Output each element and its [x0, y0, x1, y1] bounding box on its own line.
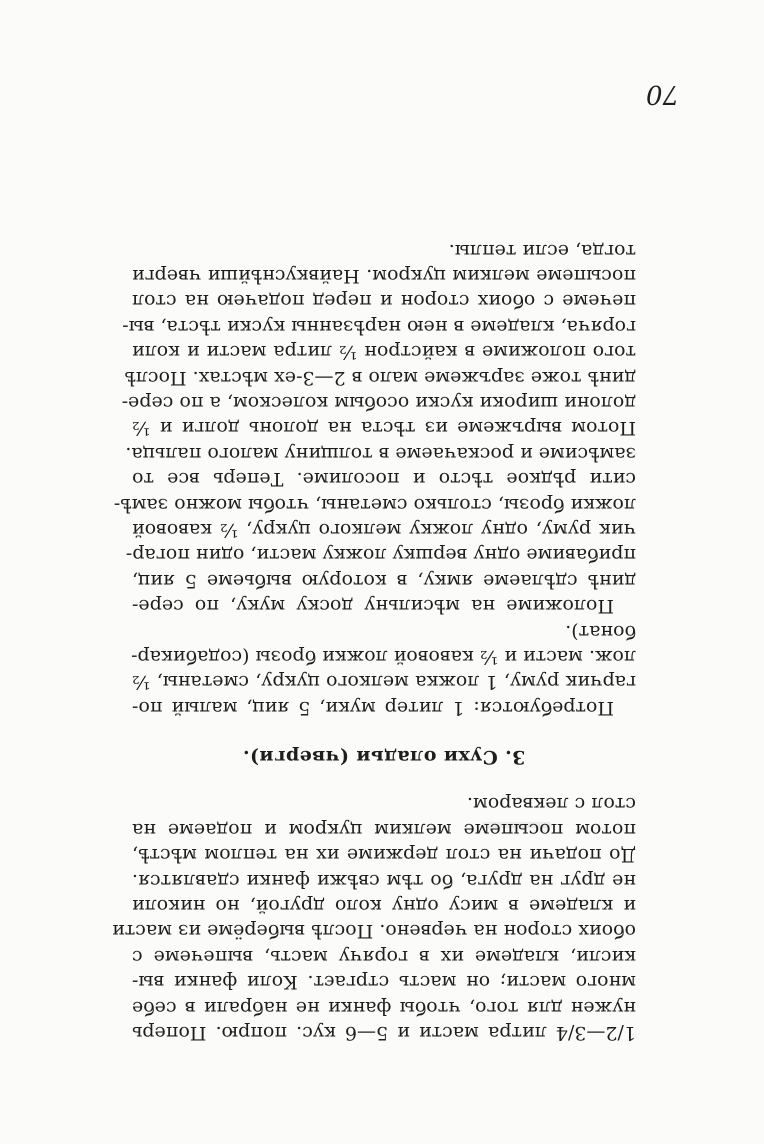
text-line: не друг на друга, бо тѣм свѣжи фанки сдавлятся.	[132, 869, 636, 892]
text-line: гарчик руму, 1 ложка мелкого цукру, сметаны, ½	[132, 671, 636, 694]
text-line: бонат).	[565, 620, 636, 643]
text-line: Положиме на мѣсильну доску муку, по сере-	[132, 595, 614, 618]
text-line: кисли, кладеме их в горячу масть, выпечеме с	[132, 945, 636, 968]
paragraph-continuation	[112, 791, 636, 1045]
text-line: сити рѣдкое тѣсто и посолиме. Теперь все то	[132, 468, 636, 491]
text-line: нужен для того, чтобы фанки не набрали в себе	[132, 996, 636, 1019]
text-line: 1/2—3/4 литра масти и 5—6 кус. попрю. Поперь	[132, 1022, 636, 1044]
ingredients-paragraph	[132, 618, 636, 720]
text-line: прибавиме одну вершку ложку масти, один погар-	[125, 544, 636, 567]
text-line: Потребуются: 1 литер муки, 5 яиц, малый по-	[132, 696, 614, 719]
text-line: и кладеме в мису одну коло другой, но николи	[132, 895, 636, 918]
text-line: тогда, если теплы.	[448, 239, 636, 262]
text-line: лож. масти и ½ кавовой ложки брозы (содабикар-	[131, 645, 636, 668]
text-line: обоих сторон на червено. Послѣ выберёме из масти	[112, 920, 636, 943]
text-line: Потом выръжеме из тѣста на долонь долги и ½	[132, 417, 636, 440]
text-line: ложки брозы, столько сметаны, чтобы можно замѣ-	[113, 493, 636, 516]
text-line: динѣ тоже заръжеме мало в 2—3-ех мѣстах. Послѣ	[124, 366, 636, 389]
text-line: много масти; он масть стргаєт. Коли фанки вы-	[132, 971, 636, 994]
text-line: стол с лекваром.	[466, 793, 636, 816]
text-line: потом посыпеме мелким цукром и подаеме на	[132, 818, 636, 841]
text-line: До подачи на стол держиме их на теплом мѣстѣ,	[132, 844, 636, 867]
page-text	[112, 237, 636, 1045]
text-line: долони широки куски особым колеском, а по сере-	[121, 392, 636, 415]
text-line: того положиме в кайстрон ½ литра масти и коли	[132, 341, 636, 364]
text-line: динѣ сдѣлаеме ямку, в которую выбьеме 5 яиц,	[132, 569, 636, 592]
text-line: посыпеме мелким цукром. Найвкуснѣйши чверги	[132, 265, 636, 288]
text-line: горяча, кладеме в нею нарѣзанны куски тѣста, вы-	[122, 315, 636, 338]
section-heading: 3. Сухи оладьи (чверги).	[242, 746, 526, 769]
text-line: печеме с обоих сторон и перед подачею на стол	[132, 290, 636, 313]
text-line: чик руму, одну ложку мелкого цукру, ½ кавовой	[132, 518, 636, 541]
text-line: замѣсиме и роскачаеме в толщину малого пальца.	[125, 442, 636, 465]
page-number: 70	[646, 79, 680, 109]
method-paragraph	[113, 237, 636, 618]
